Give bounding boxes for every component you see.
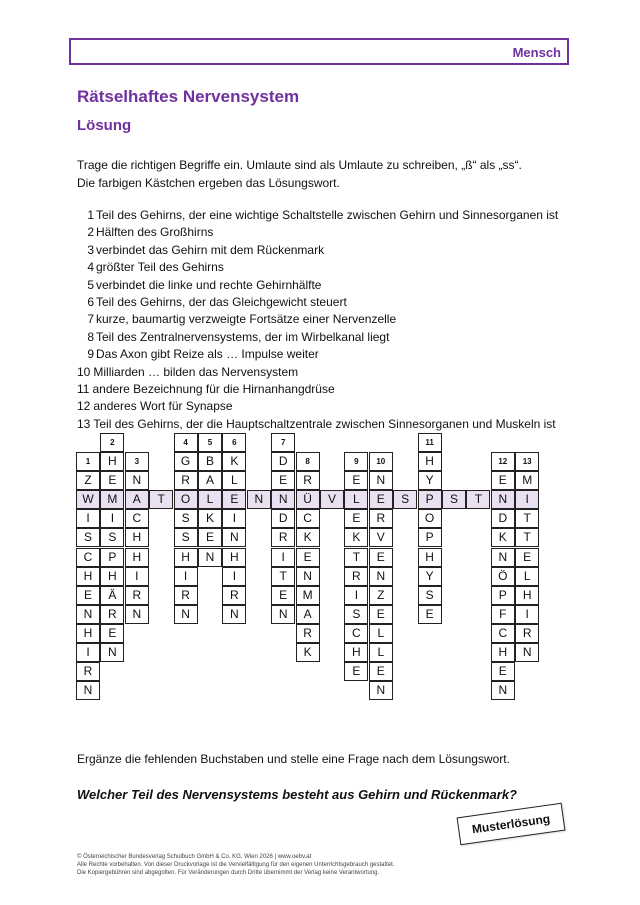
letter-cell: H xyxy=(491,643,515,662)
letter-cell: L xyxy=(369,624,393,643)
letter-cell: C xyxy=(76,548,100,567)
letter-cell: H xyxy=(125,548,149,567)
page-subtitle: Lösung xyxy=(77,117,132,134)
letter-cell: F xyxy=(491,605,515,624)
clue-item xyxy=(77,364,558,381)
letter-cell: N xyxy=(515,643,539,662)
clue-text: kurze, baumartig verzweigte Fortsätze einer Nervenzelle xyxy=(96,312,397,327)
solution-letter-cell: T xyxy=(149,490,173,509)
letter-cell: K xyxy=(296,643,320,662)
solution-letter-cell: E xyxy=(369,490,393,509)
letter-cell: E xyxy=(344,471,368,490)
clue-item xyxy=(77,277,558,294)
solution-letter-cell: N xyxy=(247,490,271,509)
letter-cell: N xyxy=(369,681,393,700)
copyright xyxy=(77,853,395,877)
letter-cell: S xyxy=(344,605,368,624)
letter-cell: H xyxy=(174,548,198,567)
letter-cell: D xyxy=(271,509,295,528)
letter-cell: B xyxy=(198,452,222,471)
clue-text: Teil des Gehirns, der eine wichtige Schaltstelle zwischen Gehirn und Sinnesorganen ist xyxy=(96,208,559,222)
letter-cell: N xyxy=(125,471,149,490)
letter-cell: R xyxy=(100,605,124,624)
clue-text: verbindet die linke und rechte Gehirnhälfte xyxy=(96,277,322,292)
letter-cell: R xyxy=(76,662,100,681)
letter-cell: P xyxy=(491,586,515,605)
letter-cell: C xyxy=(344,624,368,643)
letter-cell: Y xyxy=(418,471,442,490)
letter-cell: A xyxy=(296,605,320,624)
letter-cell: I xyxy=(222,567,246,586)
instructions xyxy=(77,156,522,192)
letter-cell: C xyxy=(125,509,149,528)
clue-number-cell: 12 xyxy=(491,452,515,471)
letter-cell: R xyxy=(174,471,198,490)
letter-cell: H xyxy=(76,567,100,586)
letter-cell: E xyxy=(515,548,539,567)
letter-cell: L xyxy=(222,471,246,490)
letter-cell: N xyxy=(76,605,100,624)
letter-cell: R xyxy=(296,471,320,490)
letter-cell: E xyxy=(198,528,222,547)
copyright-line: Die Kopiergebühren sind abgegolten. Für Veränderungen durch Dritte übernimmt der Verlag keine Verantwortung. xyxy=(77,870,380,876)
letter-cell: Z xyxy=(76,471,100,490)
letter-cell: E xyxy=(418,605,442,624)
letter-cell: N xyxy=(491,548,515,567)
letter-cell: E xyxy=(369,605,393,624)
clue-item xyxy=(77,311,558,328)
solution-letter-cell: L xyxy=(344,490,368,509)
letter-cell: N xyxy=(491,681,515,700)
letter-cell: H xyxy=(100,567,124,586)
clue-number: 9 xyxy=(87,347,94,362)
solution-letter-cell: P xyxy=(418,490,442,509)
letter-cell: I xyxy=(100,509,124,528)
clue-number-cell: 9 xyxy=(344,452,368,471)
solution-letter-cell: A xyxy=(125,490,149,509)
clue-text: verbindet das Gehirn mit dem Rückenmark xyxy=(96,242,325,257)
clue-number-cell: 2 xyxy=(100,433,124,452)
clue-number-cell: 11 xyxy=(418,433,442,452)
clue-number-cell: 13 xyxy=(515,452,539,471)
letter-cell: G xyxy=(174,452,198,471)
clue-text: Teil des Zentralnervensystems, der im Wirbelkanal liegt xyxy=(96,329,390,344)
clue-number-cell: 8 xyxy=(296,452,320,471)
clue-number: 5 xyxy=(87,277,94,292)
solution-letter-cell: T xyxy=(466,490,490,509)
instruction-line: Trage die richtigen Begriffe ein. Umlaute sind als Umlaute zu schreiben, „ß“ als „ss“. xyxy=(77,158,522,172)
letter-cell: K xyxy=(491,528,515,547)
letter-cell: T xyxy=(344,548,368,567)
letter-cell: R xyxy=(344,567,368,586)
letter-cell: L xyxy=(369,643,393,662)
clue-number-cell: 4 xyxy=(174,433,198,452)
solution-letter-cell: N xyxy=(271,490,295,509)
letter-cell: P xyxy=(100,548,124,567)
letter-cell: I xyxy=(76,509,100,528)
letter-cell: I xyxy=(174,567,198,586)
letter-cell: N xyxy=(222,605,246,624)
letter-cell: V xyxy=(369,528,393,547)
sample-solution-stamp: Musterlösung xyxy=(457,803,566,845)
header-tag: Mensch xyxy=(512,45,561,60)
letter-cell: K xyxy=(344,528,368,547)
letter-cell: C xyxy=(296,509,320,528)
clue-item xyxy=(77,416,558,433)
solution-letter-cell: S xyxy=(393,490,417,509)
letter-cell: H xyxy=(418,452,442,471)
clue-number: 8 xyxy=(87,329,94,344)
letter-cell: K xyxy=(296,528,320,547)
letter-cell: M xyxy=(515,471,539,490)
letter-cell: E xyxy=(369,548,393,567)
letter-cell: R xyxy=(296,624,320,643)
clue-text: Das Axon gibt Reize als … Impulse weiter xyxy=(96,347,319,362)
letter-cell: Y xyxy=(418,567,442,586)
clue-item xyxy=(77,329,558,346)
letter-cell: H xyxy=(76,624,100,643)
clue-item xyxy=(77,346,558,363)
letter-cell: S xyxy=(418,586,442,605)
letter-cell: K xyxy=(198,509,222,528)
letter-cell: O xyxy=(418,509,442,528)
letter-cell: E xyxy=(344,662,368,681)
instruction-line: Die farbigen Kästchen ergeben das Lösungswort. xyxy=(77,176,340,190)
letter-cell: E xyxy=(100,471,124,490)
letter-cell: H xyxy=(418,548,442,567)
clue-text: anderes Wort für Synapse xyxy=(93,399,233,414)
clue-text: Hälften des Großhirns xyxy=(96,225,214,240)
letter-cell: N xyxy=(296,567,320,586)
letter-cell: E xyxy=(344,509,368,528)
letter-cell: N xyxy=(174,605,198,624)
letter-cell: I xyxy=(222,509,246,528)
letter-cell: N xyxy=(369,567,393,586)
letter-cell: E xyxy=(491,662,515,681)
clue-number: 10 xyxy=(77,364,91,379)
letter-cell: I xyxy=(76,643,100,662)
letter-cell: P xyxy=(418,528,442,547)
clue-number: 4 xyxy=(87,260,94,275)
clue-number-cell: 7 xyxy=(271,433,295,452)
letter-cell: S xyxy=(76,528,100,547)
letter-cell: I xyxy=(271,548,295,567)
letter-cell: Ä xyxy=(100,586,124,605)
clue-number: 7 xyxy=(87,312,94,327)
letter-cell: I xyxy=(515,605,539,624)
clue-number-cell: 1 xyxy=(76,452,100,471)
page-title: Rätselhaftes Nervensystem xyxy=(77,87,300,106)
letter-cell: N xyxy=(271,605,295,624)
clue-number: 6 xyxy=(87,294,94,309)
letter-cell: T xyxy=(271,567,295,586)
letter-cell: N xyxy=(198,548,222,567)
letter-cell: T xyxy=(515,509,539,528)
letter-cell: H xyxy=(515,586,539,605)
letter-cell: A xyxy=(198,471,222,490)
letter-cell: H xyxy=(100,452,124,471)
solution-letter-cell: V xyxy=(320,490,344,509)
clue-text: andere Bezeichnung für die Hirnanhangdrüse xyxy=(92,381,335,396)
clue-item xyxy=(77,207,558,224)
clue-number-cell: 3 xyxy=(125,452,149,471)
clue-item xyxy=(77,224,558,241)
letter-cell: T xyxy=(515,528,539,547)
clue-text: Teil des Gehirns, der die Hauptschaltzentrale zwischen Sinnesorganen und Muskeln ist xyxy=(93,416,556,431)
copyright-line: © Österreichischer Bundesverlag Schulbuch GmbH & Co. KG, Wien 2026 | www.oebv.at xyxy=(77,854,312,860)
letter-cell: S xyxy=(174,528,198,547)
solution-letter-cell: I xyxy=(515,490,539,509)
clue-text: Teil des Gehirns, der das Gleichgewicht steuert xyxy=(96,294,347,309)
clue-item xyxy=(77,242,558,259)
letter-cell: R xyxy=(369,509,393,528)
letter-cell: D xyxy=(491,509,515,528)
letter-cell: E xyxy=(76,586,100,605)
letter-cell: H xyxy=(125,528,149,547)
letter-cell: R xyxy=(174,586,198,605)
task-text: Ergänze die fehlenden Buchstaben und stelle eine Frage nach dem Lösungswort. xyxy=(77,752,510,766)
letter-cell: R xyxy=(125,586,149,605)
clue-number-cell: 10 xyxy=(369,452,393,471)
solution-letter-cell: W xyxy=(76,490,100,509)
letter-cell: H xyxy=(222,548,246,567)
clue-number-cell: 6 xyxy=(222,433,246,452)
letter-cell: E xyxy=(369,662,393,681)
solution-letter-cell: L xyxy=(198,490,222,509)
solution-letter-cell: Ü xyxy=(296,490,320,509)
letter-cell: E xyxy=(100,624,124,643)
letter-cell: R xyxy=(515,624,539,643)
solution-letter-cell: O xyxy=(174,490,198,509)
clue-number: 12 xyxy=(77,399,91,414)
letter-cell: N xyxy=(100,643,124,662)
letter-cell: I xyxy=(344,586,368,605)
letter-cell: H xyxy=(344,643,368,662)
clue-number: 3 xyxy=(87,242,94,257)
clue-item xyxy=(77,398,558,415)
letter-cell: Ö xyxy=(491,567,515,586)
letter-cell: N xyxy=(76,681,100,700)
letter-cell: D xyxy=(271,452,295,471)
solution-letter-cell: S xyxy=(442,490,466,509)
letter-cell: R xyxy=(271,528,295,547)
clue-number: 13 xyxy=(77,416,91,431)
copyright-line: Alle Rechte vorbehalten. Von dieser Druckvorlage ist die Vervielfältigung für den eigenen Unterrichtsgebrauch gestattet. xyxy=(77,862,395,868)
clue-item xyxy=(77,294,558,311)
letter-cell: L xyxy=(515,567,539,586)
clue-text: Milliarden … bilden das Nervensystem xyxy=(93,364,299,379)
letter-cell: E xyxy=(271,586,295,605)
clue-text: größter Teil des Gehirns xyxy=(96,260,224,275)
clue-number: 2 xyxy=(87,225,94,240)
letter-cell: E xyxy=(296,548,320,567)
letter-cell: S xyxy=(100,528,124,547)
question-text: Welcher Teil des Nervensystems besteht aus Gehirn und Rückenmark? xyxy=(77,787,517,802)
solution-letter-cell: M xyxy=(100,490,124,509)
letter-cell: C xyxy=(491,624,515,643)
clue-item xyxy=(77,259,558,276)
clue-number: 11 xyxy=(77,381,90,396)
letter-cell: M xyxy=(296,586,320,605)
solution-letter-cell: N xyxy=(491,490,515,509)
letter-cell: I xyxy=(125,567,149,586)
clue-item xyxy=(77,381,558,398)
solution-letter-cell: E xyxy=(222,490,246,509)
header-box xyxy=(69,38,569,65)
letter-cell: E xyxy=(271,471,295,490)
letter-cell: S xyxy=(174,509,198,528)
clue-number-cell: 5 xyxy=(198,433,222,452)
letter-cell: R xyxy=(222,586,246,605)
letter-cell: E xyxy=(491,471,515,490)
clue-number: 1 xyxy=(87,208,94,222)
letter-cell: N xyxy=(222,528,246,547)
letter-cell: N xyxy=(369,471,393,490)
clue-list xyxy=(77,207,558,433)
letter-cell: N xyxy=(125,605,149,624)
letter-cell: Z xyxy=(369,586,393,605)
letter-cell: K xyxy=(222,452,246,471)
